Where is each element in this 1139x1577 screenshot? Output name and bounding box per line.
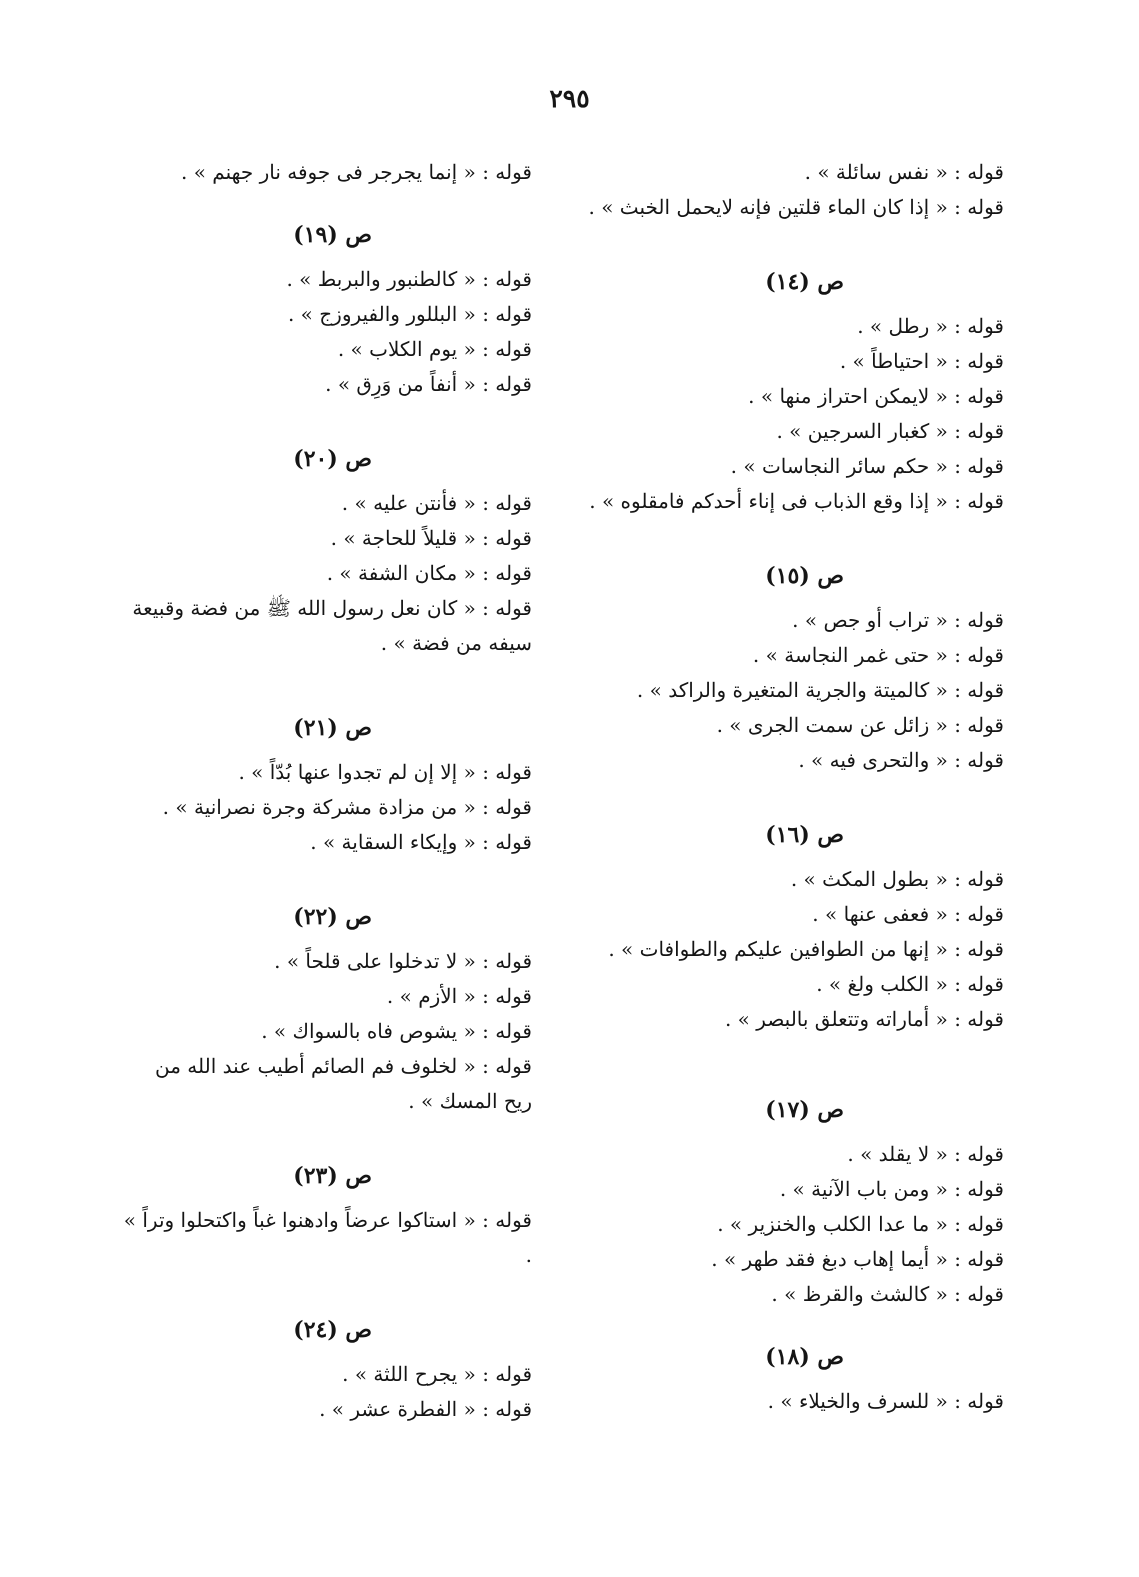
text-line: قوله : « يشوص فاه بالسواك » . [261, 1019, 532, 1043]
section-21 [122, 713, 532, 860]
text-line: قوله : « قليلاً للحاجة » . [330, 526, 532, 550]
text-line: قوله : « استاكوا عرضاً وادهنوا غباً واكتحلوا وتراً » . [123, 1208, 532, 1267]
text-line: قوله : « الفطرة عشر » . [319, 1397, 532, 1421]
section-heading: ص (١٤) [765, 269, 844, 295]
text-line: قوله : « يوم الكلاب » . [337, 337, 532, 361]
text-line: قوله : « كالميتة والجرية المتغيرة والراكد » . [636, 678, 1004, 702]
text-line: قوله : « لايمكن احتراز منها » . [748, 384, 1004, 408]
text-line: قوله : « إلا إن لم تجدوا عنها بُدّاً » . [238, 760, 532, 784]
text-line: قوله : « حتى غمر النجاسة » . [752, 643, 1004, 667]
text-line: قوله : « مكان الشفة » . [326, 561, 532, 585]
page-number: ٢٩٥ [549, 84, 590, 113]
section-16 [484, 820, 1004, 1037]
section-heading: ص (١٦) [765, 822, 844, 848]
text-line: قوله : « رطل » . [857, 314, 1004, 338]
text-line: قوله : « لا يقلد » . [847, 1142, 1004, 1166]
text-line: قوله : « أنفاً من وَرِق » . [325, 372, 532, 396]
text-line: قوله : « الكلب ولغ » . [816, 972, 1004, 996]
section-heading: ص (١٩) [293, 222, 372, 248]
text-line: قوله : « إذا كان الماء قلتين فإنه لايحمل الخبث » . [588, 195, 1004, 219]
text-line: قوله : « كان نعل رسول الله ﷺ من فضة وقبيعة سيفه من فضة » . [132, 596, 532, 655]
text-line: قوله : « وإيكاء السقاية » . [310, 830, 532, 854]
section-19 [122, 220, 532, 402]
text-line: قوله : « البللور والفيروزج » . [287, 302, 532, 326]
text-line: قوله : « زائل عن سمت الجرى » . [716, 713, 1004, 737]
section-heading: ص (٢٢) [293, 904, 372, 930]
section-18 [484, 1342, 1004, 1419]
right-column [484, 155, 1004, 1419]
text-line: قوله : « أماراته وتتعلق بالبصر » . [724, 1007, 1004, 1031]
text-line: قوله : « بطول المكث » . [790, 867, 1004, 891]
section-heading: ص (١٥) [765, 563, 844, 589]
section-23 [122, 1161, 532, 1273]
text-line: قوله : « الأزم » . [386, 984, 532, 1008]
text-line: قوله : « إنما يجرجر فى جوفه نار جهنم » . [181, 160, 532, 184]
text-line: قوله : « لخلوف فم الصائم أطيب عند الله من ريح المسك » . [155, 1054, 532, 1113]
section-heading: ص (٢٠) [293, 446, 372, 472]
text-line: قوله : « والتحرى فيه » . [798, 748, 1004, 772]
text-line: قوله : « كالشث والقرظ » . [771, 1282, 1004, 1306]
text-line: قوله : « ومن باب الآنية » . [779, 1177, 1004, 1201]
text-line: قوله : « نفس سائلة » . [804, 160, 1004, 184]
text-line: قوله : « فعفى عنها » . [812, 902, 1004, 926]
text-line: قوله : « إنها من الطوافين عليكم والطوافات » . [608, 937, 1004, 961]
section-14 [484, 267, 1004, 519]
text-line: قوله : « فأنتن عليه » . [341, 491, 532, 515]
text-line: قوله : « كالطنبور والبربط » . [286, 267, 532, 291]
left-column [122, 155, 532, 1427]
section-heading: ص (١٨) [765, 1344, 844, 1370]
section-heading: ص (٢٣) [293, 1163, 372, 1189]
section-heading: ص (٢١) [293, 715, 372, 741]
section-20 [122, 444, 532, 661]
text-line: قوله : « أيما إهاب دبغ فقد طهر » . [711, 1247, 1004, 1271]
text-line: قوله : « حكم سائر النجاسات » . [730, 454, 1004, 478]
section-24 [122, 1315, 532, 1427]
text-line: قوله : « من مزادة مشركة وجرة نصرانية » . [162, 795, 532, 819]
section-15 [484, 561, 1004, 778]
text-line: قوله : « لا تدخلوا على قلحاً » . [274, 949, 532, 973]
text-line: قوله : « كغبار السرجين » . [776, 419, 1004, 443]
text-line: قوله : « للسرف والخيلاء » . [767, 1389, 1004, 1413]
text-line: قوله : « إذا وقع الذباب فى إناء أحدكم فامقلوه » . [589, 489, 1004, 513]
text-line: قوله : « يجرح اللثة » . [342, 1362, 532, 1386]
section-17 [484, 1095, 1004, 1312]
text-line: قوله : « تراب أو جص » . [792, 608, 1004, 632]
text-line: قوله : « احتياطاً » . [839, 349, 1004, 373]
section-heading: ص (١٧) [765, 1097, 844, 1123]
section-22 [122, 902, 532, 1119]
section-heading: ص (٢٤) [293, 1317, 372, 1343]
text-line: قوله : « ما عدا الكلب والخنزير » . [717, 1212, 1004, 1236]
